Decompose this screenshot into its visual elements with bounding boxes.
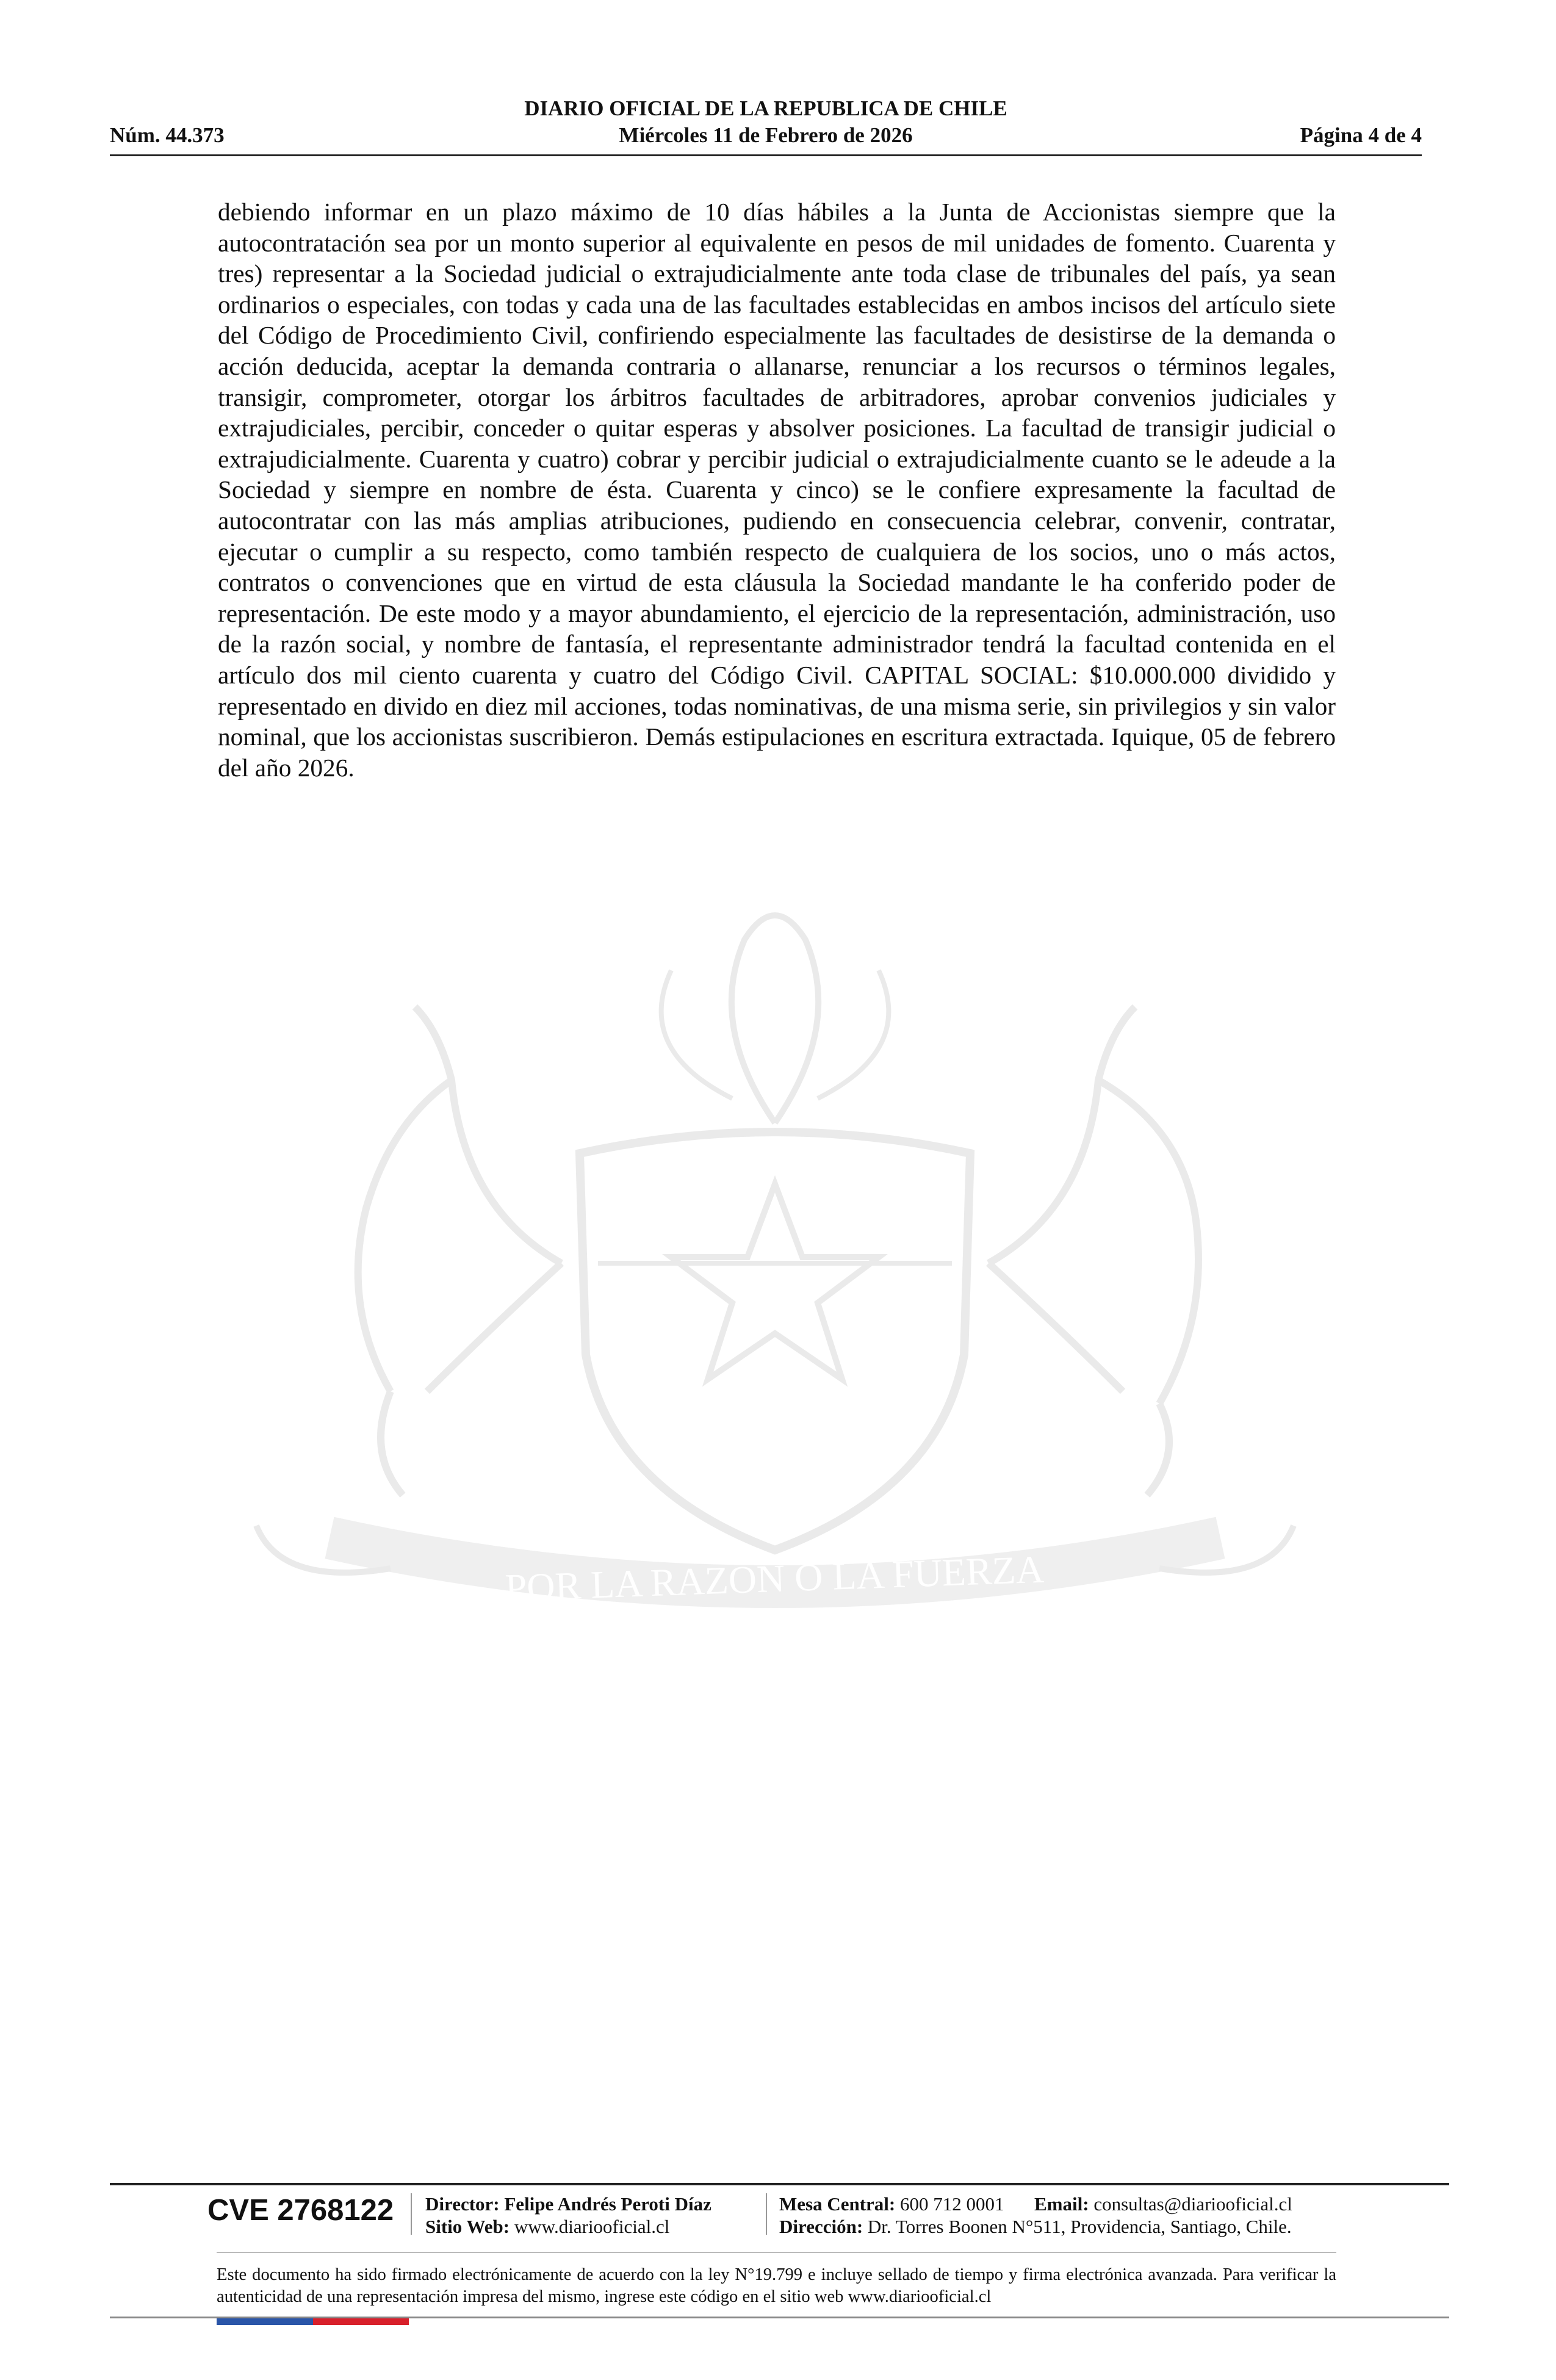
director-line — [425, 2193, 711, 2215]
address-line — [779, 2216, 1292, 2238]
motto-text: POR LA RAZÓN O LA FUERZA — [504, 1547, 1045, 1610]
mesa-phone: 600 712 0001 — [900, 2193, 1004, 2215]
flag-stripe-red — [313, 2318, 409, 2325]
website-link[interactable]: www.diariooficial.cl — [514, 2216, 670, 2237]
website-line — [425, 2216, 669, 2238]
director-name: Felipe Andrés Peroti Díaz — [504, 2193, 711, 2215]
page-header — [110, 96, 1422, 157]
footer-separator — [411, 2193, 412, 2235]
signature-note: Este documento ha sido firmado electrónicamente de acuerdo con la ley N°19.799 e incluye sellado de tiempo y firma electrónica avanzada. Para verificar la autenticidad de una representación impresa del mismo, ingrese este código en el sitio web www.diariooficial.cl — [217, 2265, 1336, 2306]
document-body: debiendo informar en un plazo máximo de 10 días hábiles a la Junta de Accionistas siempre que la autocontratación sea por un monto superior al equivalente en pesos de mil unidades de fomento. Cuarenta y tres) representar a la Sociedad judicial o extrajudicialmente ante toda clase de tribunales del país, ya sean ordinarios o especiales, con todas y cada una de las facultades establecidas en ambos incisos del artículo siete del Código de Procedimiento Civil, confiriendo especialmente las facultades de desistirse de la demanda o acción deducida, aceptar la demanda contraria o allanarse, renunciar a los recursos o términos legales, transigir, comprometer, otorgar los árbitros facultades de arbitradores, aprobar convenios judiciales y extrajudiciales, percibir, conceder o quitar esperas y absolver posiciones. La facultad de transigir judicial o extrajudicialmente. Cuarenta y cuatro) cobrar y percibir judicial o extrajudicialmente cuanto se le adeude a la Sociedad y siempre en nombre de ésta. Cuarenta y cinco) se le confiere expresamente la facultad de autocontratar con las más amplias atribuciones, pudiendo en consecuencia celebrar, convenir, contratar, ejecutar o cumplir a su respecto, como también respecto de cualquiera de los socios, uno o más actos, contratos o convenciones que en virtud de esta cláusula la Sociedad mandante le ha conferido poder de representación. De este modo y a mayor abundamiento, el ejercicio de la representación, administración, uso de la razón social, y nombre de fantasía, el representante administrador tendrá la facultad contenida en el artículo dos mil ciento cuarenta y cuatro del Código Civil. CAPITAL SOCIAL: $10.000.000 dividido y representado en divido en diez mil acciones, todas nominativas, de una misma serie, sin privilegios y sin valor nominal, que los accionistas suscribieron. Demás estipulaciones en escritura extractada. Iquique, 05 de febrero del año 2026. — [218, 198, 1336, 782]
star-shape — [671, 1184, 879, 1379]
email-label: Email: — [1034, 2193, 1089, 2215]
flag-stripe-blue — [217, 2318, 313, 2325]
shield-outline — [580, 1132, 970, 1550]
issue-number: Núm. 44.373 — [110, 123, 225, 147]
cve-code: CVE 2768122 — [207, 2194, 394, 2227]
page-indicator: Página 4 de 4 — [1300, 123, 1422, 147]
issue-date: Miércoles 11 de Febrero de 2026 — [619, 123, 913, 147]
footer-separator — [766, 2193, 767, 2235]
address-label: Dirección: — [779, 2216, 863, 2237]
website-label: Sitio Web: — [425, 2216, 510, 2237]
huemul-shape — [358, 1007, 561, 1495]
mesa-label: Mesa Central: — [779, 2193, 896, 2215]
contact-line — [779, 2193, 1292, 2215]
email-link[interactable]: consultas@diariooficial.cl — [1093, 2193, 1292, 2215]
plumes-shape — [732, 915, 818, 1123]
condor-shape — [989, 1007, 1198, 1495]
address-text: Dr. Torres Boonen N°511, Providencia, Santiago, Chile. — [867, 2216, 1292, 2237]
newspaper-title: DIARIO OFICIAL DE LA REPUBLICA DE CHILE — [524, 96, 1007, 120]
coat-of-arms-watermark — [207, 867, 1342, 1678]
footer-divider — [110, 2183, 1449, 2185]
director-label: Director: — [425, 2193, 500, 2215]
footer-inner-divider — [217, 2252, 1336, 2253]
header-divider — [110, 154, 1422, 156]
